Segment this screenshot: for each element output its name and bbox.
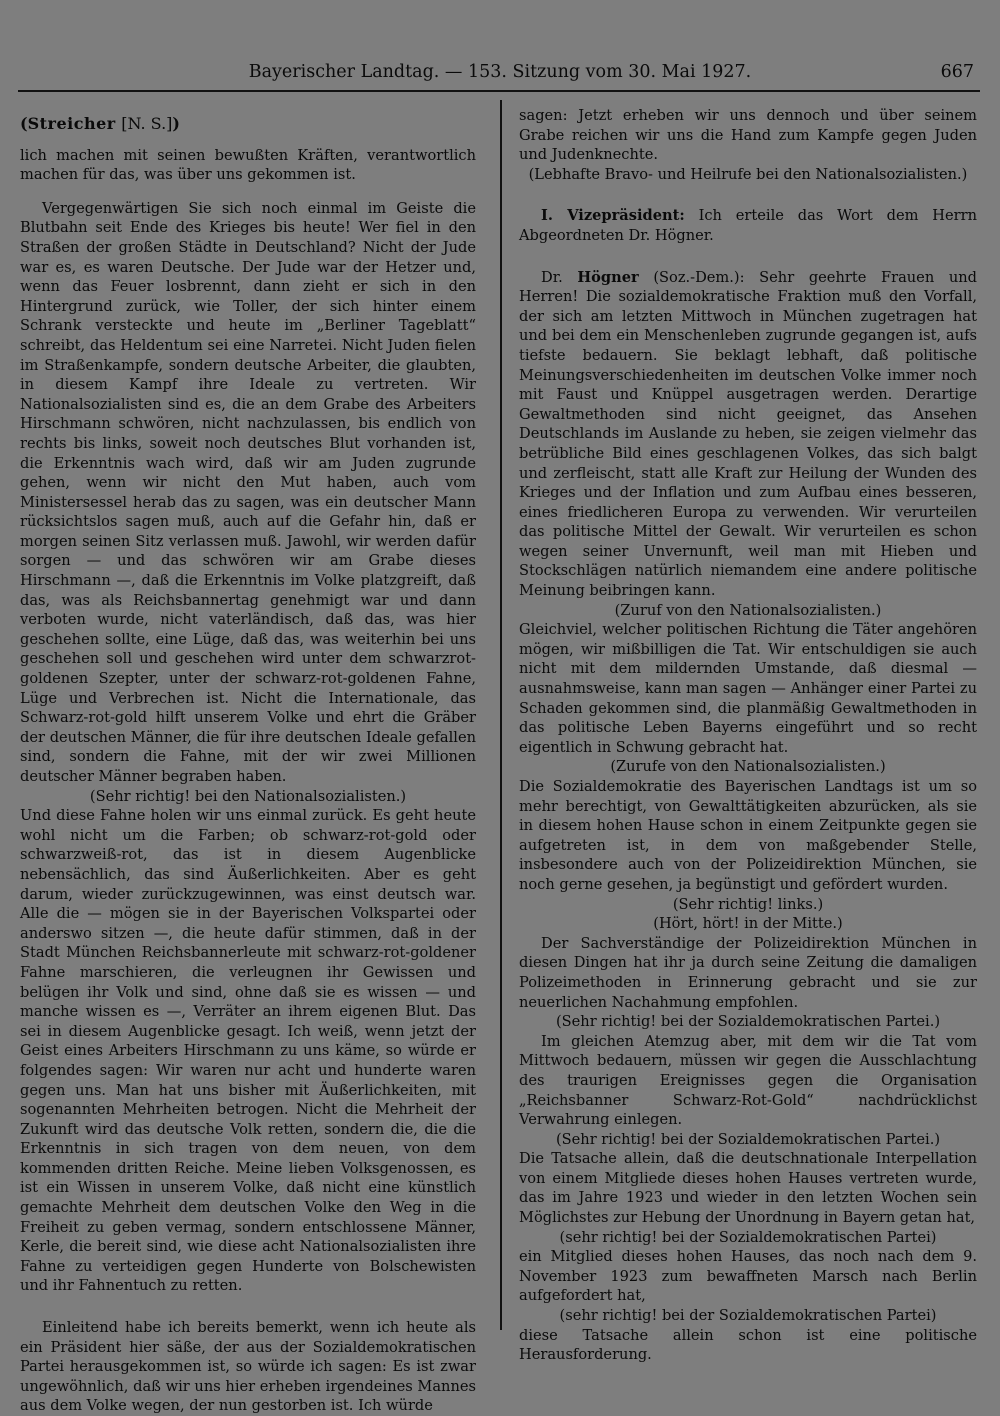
interjection: (Sehr richtig! bei der Sozialdemokratischen Partei.) <box>555 1130 941 1148</box>
speaker-name: Streicher <box>27 114 116 133</box>
interjection: (sehr richtig! bei der Sozialdemokratischen Partei) <box>559 1307 937 1325</box>
vice-president-text: Ich erteile das Wort dem Herrn Abgeordneten Dr. Högner. <box>519 207 977 244</box>
page-number: 667 <box>940 62 974 82</box>
paragraph: sagen: Jetzt erheben wir uns dennoch und über seinem Grabe reichen wir uns die Hand zum Kampfe gegen Juden und Judenknechte. <box>519 107 977 164</box>
paragraph: Die Tatsache allein, daß die deutschnationale Interpellation von einem Mitgliede dieses hohen Hauses vertreten wurde, das im Jahre 1923 und wieder in den letzten Wochen sein Möglichstes zur Hebung der Unordnung in Bayern getan hat, <box>519 1150 977 1227</box>
paragraph: ein Mitglied dieses hohen Hauses, das noch nach dem 9. November 1923 zum bewaffneten Marsch nach Berlin aufgefordert hat, <box>519 1248 977 1305</box>
paragraph: Vergegenwärtigen Sie sich noch einmal im Geiste die Blutbahn seit Ende des Krieges bis heute! Wer fiel in den Straßen der großen Städte in Deutschland? Nicht der Jude war es, es waren Deutsche. Der Jude war der Hetzer und, wenn das Feuer losbrennt, dann zieht er sich in den Hintergrund zurück, wie Toller, der sich hinter einem Schrank versteckte und heute im „Berliner Tageblatt“ schreibt, das Heldentum sei eine Narretei. Nicht Juden fielen im Straßenkampfe, sondern deutsche Arbeiter, die glaubten, in diesem Kampf ihre Ideale zu vertreten. Wir Nationalsozialisten sind es, die an dem Grabe des Arbeiters Hirschmann schwören, nicht nachzulassen, bis endlich von rechts bis links, soweit noch deutsches Blut vorhanden ist, die Erkenntnis wach wird, daß wir am Juden zugrunde gehen, wenn wir nicht den Mut haben, auch vom Ministersessel herab das zu sagen, was ein deutscher Mann rücksichtslos sagen muß, auch auf die Gefahr hin, daß er morgen seinen Sitz verlassen muß. Jawohl, wir werden dafür sorgen — und das schwören wir am Grabe dieses Hirschmann —, daß die Erkenntnis im Volke platzgreift, daß das, was als Reichsbannertag genehmigt war und dann verboten wurde, nicht vaterländisch, daß das, was hier geschehen sollte, eine Lüge, daß das, was weiterhin bei uns geschehen soll und geschehen wird unter dem schwarzrot-goldenen Szepter, unter der schwarz-rot-goldenen Fahne, Lüge und Verbrechen ist. Nicht die Internationale, das Schwarz-rot-gold hilft unserem Volke und ehrt die Gräber der deutschen Männer, die für ihre deutschen Ideale gefallen sind, sondern die Fahne, mit der wir zwei Millionen deutscher Männer begraben haben. <box>20 199 476 785</box>
speech-opening <box>519 268 977 601</box>
paragraph: Sehr geehrte Frauen und Herren! Die sozialdemokratische Fraktion muß den Vorfall, der sich am letzten Mittwoch in München zugetragen hat und bei dem ein Menschenleben zugrunde gegangen ist, aufs tiefste bedauern. Sie beklagt lebhaft, daß politische Meinungsverschiedenheiten im deutschen Volke immer noch mit Faust und Knüppel ausgetragen werden. Derartige Gewaltmethoden sind nicht geeignet, das Ansehen Deutschlands im Auslande zu heben, sie zeigen vielmehr das betrübliche Bild eines geschlagenen Volkes, das sich balgt und zerfleischt, statt alle Kraft zur Heilung der Wunden des Krieges und der Inflation und zum Aufbau eines besseren, eines friedlicheren Europa zu verwenden. Wir verurteilen das politische Mittel der Gewalt. Wir verurteilen es schon wegen seiner Unvernunft, weil man mit Hieben und Stockschlägen natürlich niemandem eine andere politische Meinung beibringen kann. <box>519 268 978 600</box>
speaker-heading: (Streicher [N. S.]) <box>20 114 180 133</box>
paragraph: Die Sozialdemokratie des Bayerischen Landtags ist um so mehr berechtigt, von Gewalttätigkeiten abzurücken, als sie in diesem hohen Hause schon in einem Zeitpunkte gegen sie aufgetreten ist, in dem von maßgebender Stelle, insbesondere auch von der Polizeidirektion München, sie noch gerne gesehen, ja begünstigt und gefördert wurden. <box>519 778 977 893</box>
interjection: (Hört, hört! in der Mitte.) <box>653 915 843 933</box>
speaker-title: Dr. <box>541 268 563 286</box>
speaker-party: [N. S.] <box>121 114 173 133</box>
vice-president-label: I. Vizepräsident: <box>541 207 685 225</box>
paragraph: diese Tatsache allein schon ist eine politische Herausforderung. <box>519 1326 977 1364</box>
interjection: (sehr richtig! bei der Sozialdemokratischen Partei) <box>559 1228 937 1246</box>
interjection: (Zurufe von den Nationalsozialisten.) <box>610 758 886 776</box>
page-header <box>0 60 1000 88</box>
speaker-name: Högner <box>577 268 639 286</box>
interjection: (Sehr richtig! links.) <box>672 895 824 913</box>
vice-president-statement <box>519 206 977 245</box>
interjection: (Lebhafte Bravo- und Heilrufe bei den Nationalsozialisten.) <box>528 165 968 183</box>
header-rule <box>18 90 980 92</box>
speaker-party: (Soz.-Dem.): <box>653 268 745 286</box>
paragraph: Im gleichen Atemzug aber, mit dem wir die Tat vom Mittwoch bedauern, müssen wir gegen die Ausschlachtung des traurigen Ereignisses gegen die Organisation „Reichsbanner Schwarz-Rot-Gold“ nachdrücklichst Verwahrung einlegen. <box>519 1032 977 1129</box>
interjection: (Sehr richtig! bei der Sozialdemokratischen Partei.) <box>555 1013 941 1031</box>
left-column <box>20 106 476 1416</box>
running-title: Bayerischer Landtag. — 153. Sitzung vom 30. Mai 1927. <box>248 62 752 82</box>
paragraph: Der Sachverständige der Polizeidirektion München in diesen Dingen hat ihr ja durch seine Zeitung die damaligen Polizeimethoden in Erinnerung gebracht und sie zur neuerlichen Nachahmung empfohlen. <box>519 934 977 1011</box>
interjection: (Sehr richtig! bei den Nationalsozialisten.) <box>89 787 407 805</box>
paragraph: Gleichviel, welcher politischen Richtung die Täter angehören mögen, wir mißbilligen die Tat. Wir entschuldigen sie auch nicht mit dem mildernden Umstande, daß diesmal — ausnahmsweise, kann man sagen — Anhänger einer Partei zu Schaden gekommen sind, die planmäßig Gewaltmethoden in das politische Leben Bayerns eingeführt und so recht eigentlich in Schwung gebracht hat. <box>519 621 977 756</box>
column-divider <box>500 100 502 1330</box>
interjection: (Zuruf von den Nationalsozialisten.) <box>614 601 882 619</box>
paragraph: Und diese Fahne holen wir uns einmal zurück. Es geht heute wohl nicht um die Farben; ob schwarz-rot-gold oder schwarzweiß-rot, das ist in diesem Augenblicke nebensächlich, das sind Äußerlichkeiten. Aber es geht darum, wieder zurückzugewinnen, was einst deutsch war. Alle die — mögen sie in der Bayerischen Volkspartei oder anderswo sitzen —, die heute dafür stimmen, daß in der Stadt München Reichsbannerleute mit schwarz-rot-goldener Fahne marschieren, die verleugnen ihr Gewissen und belügen ihr Volk und sind, ohne daß sie es wissen — und manche wissen es —, Verräter an ihrem eigenen Blut. Das sei in diesem Augenblicke gesagt. Ich weiß, wenn jetzt der Geist eines Arbeiters Hirschmann zu uns käme, so würde er folgendes sagen: Wir waren nur acht und hunderte waren gegen uns. Man hat uns bisher mit Äußerlichkeiten, mit sogenannten Mehrheiten betrogen. Nicht die Mehrheit der Zukunft wird das deutsche Volk retten, sondern die, die die Erkenntnis in sich tragen von dem neuen, von dem kommenden dritten Reiche. Meine lieben Volksgenossen, es ist ein Wissen in unserem Volke, daß nicht eine künstlich gemachte Mehrheit dem deutschen Volke den Weg in die Freiheit zu geben vermag, sondern entschlossene Männer, Kerle, die bereit sind, wie diese acht Nationalsozialisten ihre Fahne zu verteidigen gegen Hunderte von Bolschewisten und ihr Fahnentuch zu retten. <box>20 807 476 1295</box>
right-column <box>519 106 977 1365</box>
paragraph: lich machen mit seinen bewußten Kräften, verantwortlich machen für das, was über uns gekommen ist. <box>20 146 476 184</box>
paragraph: Einleitend habe ich bereits bemerkt, wenn ich heute als ein Präsident hier säße, der aus der Sozialdemokratischen Partei herausgekommen ist, so würde ich sagen: Es ist zwar ungewöhnlich, daß wir uns hier erheben irgendeines Mannes aus dem Volke wegen, der nun gestorben ist. Ich würde <box>20 1319 476 1415</box>
